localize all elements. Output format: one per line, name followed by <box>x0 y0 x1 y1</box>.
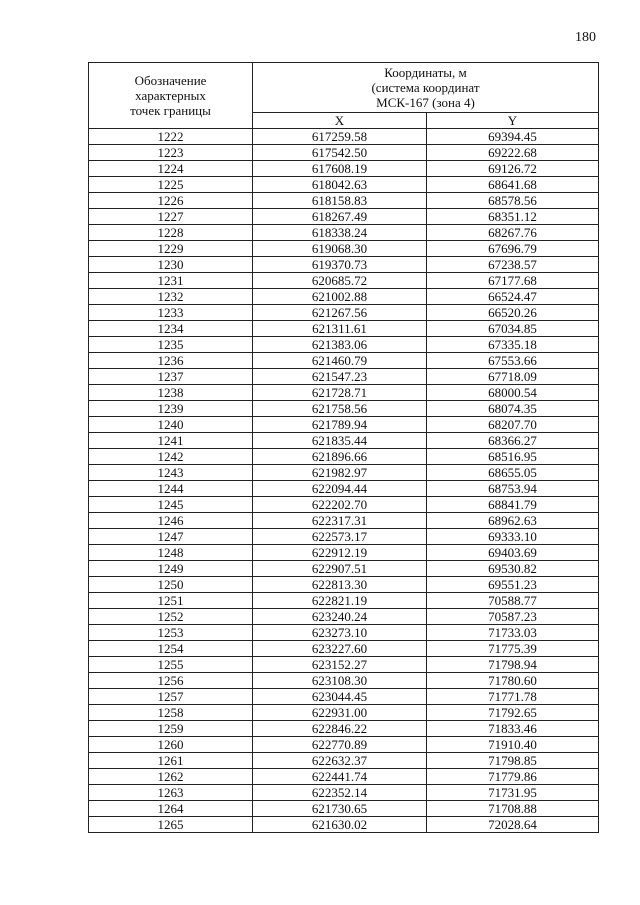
x-coordinate-cell: 621383.06 <box>253 337 427 353</box>
table-row <box>89 705 599 721</box>
table-row <box>89 673 599 689</box>
x-coordinate-cell: 622441.74 <box>253 769 427 785</box>
y-coordinate-cell: 70587.23 <box>427 609 599 625</box>
x-coordinate-cell: 623108.30 <box>253 673 427 689</box>
table-row <box>89 513 599 529</box>
y-coordinate-cell: 68366.27 <box>427 433 599 449</box>
y-coordinate-cell: 68267.76 <box>427 225 599 241</box>
y-coordinate-cell: 71780.60 <box>427 673 599 689</box>
point-id-cell: 1236 <box>89 353 253 369</box>
y-coordinate-cell: 67335.18 <box>427 337 599 353</box>
point-id-cell: 1253 <box>89 625 253 641</box>
x-coordinate-cell: 617608.19 <box>253 161 427 177</box>
y-coordinate-cell: 67718.09 <box>427 369 599 385</box>
y-coordinate-cell: 68207.70 <box>427 417 599 433</box>
point-id-cell: 1251 <box>89 593 253 609</box>
table-row <box>89 417 599 433</box>
point-id-cell: 1233 <box>89 305 253 321</box>
y-coordinate-cell: 71779.86 <box>427 769 599 785</box>
point-id-cell: 1265 <box>89 817 253 833</box>
table-row <box>89 241 599 257</box>
table-row <box>89 257 599 273</box>
y-coordinate-cell: 69551.23 <box>427 577 599 593</box>
header-point-designation <box>89 63 253 129</box>
y-coordinate-cell: 71733.03 <box>427 625 599 641</box>
table-row <box>89 433 599 449</box>
x-coordinate-cell: 619068.30 <box>253 241 427 257</box>
x-coordinate-cell: 618338.24 <box>253 225 427 241</box>
table-row <box>89 577 599 593</box>
x-coordinate-cell: 618042.63 <box>253 177 427 193</box>
x-coordinate-cell: 617259.58 <box>253 129 427 145</box>
table-row <box>89 273 599 289</box>
table-row <box>89 209 599 225</box>
x-coordinate-cell: 621460.79 <box>253 353 427 369</box>
point-id-cell: 1241 <box>89 433 253 449</box>
table-row <box>89 337 599 353</box>
coordinates-table <box>88 62 599 833</box>
table-row <box>89 641 599 657</box>
y-coordinate-cell: 68655.05 <box>427 465 599 481</box>
point-id-cell: 1231 <box>89 273 253 289</box>
table-row <box>89 465 599 481</box>
table-row <box>89 689 599 705</box>
point-id-cell: 1228 <box>89 225 253 241</box>
table-row <box>89 305 599 321</box>
point-id-cell: 1246 <box>89 513 253 529</box>
table-row <box>89 801 599 817</box>
x-coordinate-cell: 622931.00 <box>253 705 427 721</box>
x-coordinate-cell: 619370.73 <box>253 257 427 273</box>
point-id-cell: 1222 <box>89 129 253 145</box>
y-coordinate-cell: 68641.68 <box>427 177 599 193</box>
point-id-cell: 1262 <box>89 769 253 785</box>
x-coordinate-cell: 621982.97 <box>253 465 427 481</box>
table-row <box>89 161 599 177</box>
point-id-cell: 1257 <box>89 689 253 705</box>
y-coordinate-cell: 68841.79 <box>427 497 599 513</box>
header-coords-line: МСК-167 (зона 4) <box>376 95 475 110</box>
y-coordinate-cell: 68753.94 <box>427 481 599 497</box>
y-coordinate-cell: 68074.35 <box>427 401 599 417</box>
table-row <box>89 369 599 385</box>
y-coordinate-cell: 67034.85 <box>427 321 599 337</box>
point-id-cell: 1235 <box>89 337 253 353</box>
y-coordinate-cell: 68516.95 <box>427 449 599 465</box>
x-coordinate-cell: 621835.44 <box>253 433 427 449</box>
y-coordinate-cell: 68578.56 <box>427 193 599 209</box>
point-id-cell: 1227 <box>89 209 253 225</box>
table-row <box>89 545 599 561</box>
point-id-cell: 1223 <box>89 145 253 161</box>
table-row <box>89 385 599 401</box>
table-row <box>89 145 599 161</box>
x-coordinate-cell: 622094.44 <box>253 481 427 497</box>
x-coordinate-cell: 618158.83 <box>253 193 427 209</box>
x-coordinate-cell: 622352.14 <box>253 785 427 801</box>
table-row <box>89 721 599 737</box>
page-number: 180 <box>575 30 596 45</box>
point-id-cell: 1225 <box>89 177 253 193</box>
x-coordinate-cell: 621728.71 <box>253 385 427 401</box>
table-row <box>89 769 599 785</box>
x-coordinate-cell: 622632.37 <box>253 753 427 769</box>
header-x: X <box>253 113 427 129</box>
table-row <box>89 353 599 369</box>
table-row <box>89 785 599 801</box>
table-row <box>89 225 599 241</box>
point-id-cell: 1258 <box>89 705 253 721</box>
point-id-cell: 1255 <box>89 657 253 673</box>
table-row <box>89 289 599 305</box>
x-coordinate-cell: 621547.23 <box>253 369 427 385</box>
y-coordinate-cell: 69530.82 <box>427 561 599 577</box>
table-row <box>89 481 599 497</box>
y-coordinate-cell: 67553.66 <box>427 353 599 369</box>
y-coordinate-cell: 69126.72 <box>427 161 599 177</box>
x-coordinate-cell: 622912.19 <box>253 545 427 561</box>
y-coordinate-cell: 71792.65 <box>427 705 599 721</box>
header-point-line: характерных <box>135 88 206 103</box>
x-coordinate-cell: 623044.45 <box>253 689 427 705</box>
x-coordinate-cell: 623227.60 <box>253 641 427 657</box>
x-coordinate-cell: 621311.61 <box>253 321 427 337</box>
point-id-cell: 1259 <box>89 721 253 737</box>
point-id-cell: 1229 <box>89 241 253 257</box>
x-coordinate-cell: 621789.94 <box>253 417 427 433</box>
x-coordinate-cell: 621730.65 <box>253 801 427 817</box>
x-coordinate-cell: 622573.17 <box>253 529 427 545</box>
y-coordinate-cell: 66524.47 <box>427 289 599 305</box>
table-row <box>89 529 599 545</box>
y-coordinate-cell: 71798.94 <box>427 657 599 673</box>
table-row <box>89 497 599 513</box>
point-id-cell: 1232 <box>89 289 253 305</box>
x-coordinate-cell: 623273.10 <box>253 625 427 641</box>
point-id-cell: 1243 <box>89 465 253 481</box>
point-id-cell: 1250 <box>89 577 253 593</box>
point-id-cell: 1230 <box>89 257 253 273</box>
y-coordinate-cell: 71910.40 <box>427 737 599 753</box>
table-row <box>89 561 599 577</box>
x-coordinate-cell: 622317.31 <box>253 513 427 529</box>
table-row <box>89 193 599 209</box>
y-coordinate-cell: 71771.78 <box>427 689 599 705</box>
table-row <box>89 609 599 625</box>
x-coordinate-cell: 618267.49 <box>253 209 427 225</box>
y-coordinate-cell: 71833.46 <box>427 721 599 737</box>
point-id-cell: 1237 <box>89 369 253 385</box>
x-coordinate-cell: 622770.89 <box>253 737 427 753</box>
x-coordinate-cell: 621267.56 <box>253 305 427 321</box>
point-id-cell: 1256 <box>89 673 253 689</box>
point-id-cell: 1238 <box>89 385 253 401</box>
x-coordinate-cell: 617542.50 <box>253 145 427 161</box>
table-row <box>89 753 599 769</box>
point-id-cell: 1260 <box>89 737 253 753</box>
x-coordinate-cell: 621758.56 <box>253 401 427 417</box>
y-coordinate-cell: 69403.69 <box>427 545 599 561</box>
y-coordinate-cell: 66520.26 <box>427 305 599 321</box>
point-id-cell: 1249 <box>89 561 253 577</box>
header-y: Y <box>427 113 599 129</box>
y-coordinate-cell: 72028.64 <box>427 817 599 833</box>
y-coordinate-cell: 68962.63 <box>427 513 599 529</box>
x-coordinate-cell: 621002.88 <box>253 289 427 305</box>
header-coords-line: (система координат <box>371 80 480 95</box>
point-id-cell: 1252 <box>89 609 253 625</box>
table-row <box>89 737 599 753</box>
point-id-cell: 1240 <box>89 417 253 433</box>
y-coordinate-cell: 70588.77 <box>427 593 599 609</box>
x-coordinate-cell: 622821.19 <box>253 593 427 609</box>
x-coordinate-cell: 623152.27 <box>253 657 427 673</box>
x-coordinate-cell: 623240.24 <box>253 609 427 625</box>
y-coordinate-cell: 67696.79 <box>427 241 599 257</box>
x-coordinate-cell: 622813.30 <box>253 577 427 593</box>
point-id-cell: 1244 <box>89 481 253 497</box>
y-coordinate-cell: 69222.68 <box>427 145 599 161</box>
point-id-cell: 1234 <box>89 321 253 337</box>
x-coordinate-cell: 622202.70 <box>253 497 427 513</box>
point-id-cell: 1261 <box>89 753 253 769</box>
header-point-line: Обозначение <box>134 73 207 88</box>
y-coordinate-cell: 71731.95 <box>427 785 599 801</box>
x-coordinate-cell: 621630.02 <box>253 817 427 833</box>
y-coordinate-cell: 71775.39 <box>427 641 599 657</box>
table-row <box>89 449 599 465</box>
table-row <box>89 817 599 833</box>
table-row <box>89 401 599 417</box>
header-point-line: точек границы <box>130 103 211 118</box>
header-coordinates <box>253 63 599 113</box>
table-row <box>89 177 599 193</box>
header-coords-line: Координаты, м <box>384 65 467 80</box>
point-id-cell: 1245 <box>89 497 253 513</box>
table-row <box>89 593 599 609</box>
x-coordinate-cell: 621896.66 <box>253 449 427 465</box>
point-id-cell: 1224 <box>89 161 253 177</box>
y-coordinate-cell: 68000.54 <box>427 385 599 401</box>
y-coordinate-cell: 69394.45 <box>427 129 599 145</box>
point-id-cell: 1247 <box>89 529 253 545</box>
table-row <box>89 129 599 145</box>
y-coordinate-cell: 71798.85 <box>427 753 599 769</box>
table-row <box>89 657 599 673</box>
point-id-cell: 1264 <box>89 801 253 817</box>
y-coordinate-cell: 67177.68 <box>427 273 599 289</box>
y-coordinate-cell: 67238.57 <box>427 257 599 273</box>
point-id-cell: 1239 <box>89 401 253 417</box>
y-coordinate-cell: 69333.10 <box>427 529 599 545</box>
point-id-cell: 1226 <box>89 193 253 209</box>
point-id-cell: 1248 <box>89 545 253 561</box>
x-coordinate-cell: 622907.51 <box>253 561 427 577</box>
x-coordinate-cell: 622846.22 <box>253 721 427 737</box>
point-id-cell: 1254 <box>89 641 253 657</box>
point-id-cell: 1263 <box>89 785 253 801</box>
y-coordinate-cell: 68351.12 <box>427 209 599 225</box>
table-row <box>89 625 599 641</box>
y-coordinate-cell: 71708.88 <box>427 801 599 817</box>
point-id-cell: 1242 <box>89 449 253 465</box>
table-row <box>89 321 599 337</box>
table-body <box>89 129 599 833</box>
x-coordinate-cell: 620685.72 <box>253 273 427 289</box>
